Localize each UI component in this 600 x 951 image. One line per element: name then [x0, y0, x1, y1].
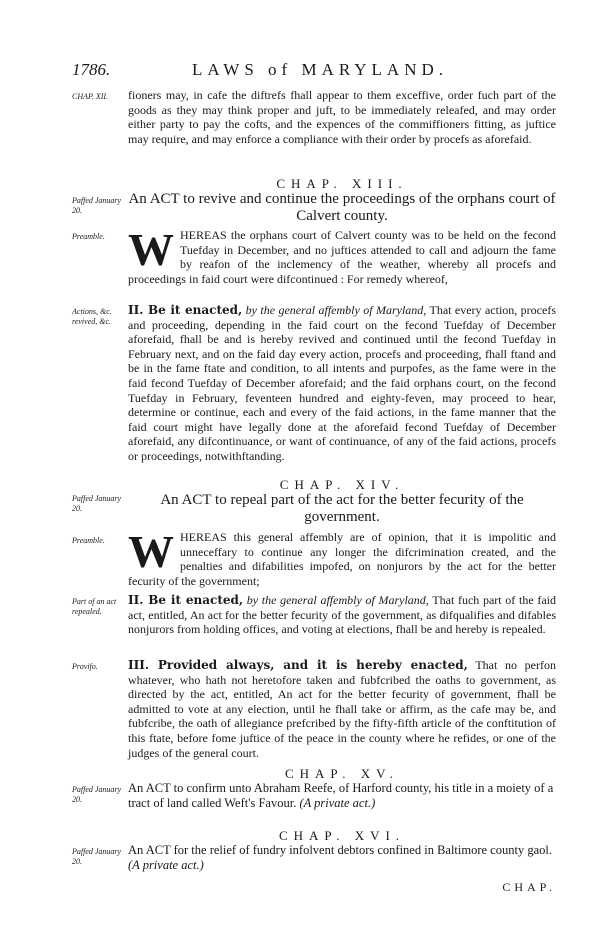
- margin-note-part-repealed: Part of an act repealed.: [72, 597, 117, 616]
- chap16-heading: CHAP. XVI.: [278, 828, 406, 843]
- margin-note-actions-revived: Actions, &c. revived, &c.: [72, 307, 112, 326]
- chap12-continuation: fioners may, in cafe the diftrefs fhall appear to them exceffive, order fuch part of the goods as they may think proper and juft, to be immediately releafed, and may order either party to pay the cofts, and the expences of the commiffioners fitting, as juftice may require, and may enforce a compliance with their order by procefs as aforefaid.: [128, 88, 556, 146]
- margin-note-passed-chap13: Paffed January 20.: [72, 196, 122, 215]
- chap13-dropcap: W: [128, 224, 174, 275]
- chap15-act-title-text: An ACT to confirm unto Abraham Reefe, of Harford county, his title in a moiety of a tract of land called Weft's Favour.: [128, 781, 554, 810]
- chap14-sec2-text: That fuch part of the faid act, entitled, An act for the better fecurity of the government, as difqualifies and difables nonjurors from holding offices, and voting at elections, fhall be and hereby is repealed.: [128, 593, 556, 637]
- margin-note-passed-chap14: Paffed January 20.: [72, 494, 122, 513]
- chap14-act-title: An ACT to repeal part of the act for the better fecurity of the government.: [160, 492, 524, 525]
- chap13-sec2-text: That every action, procefs and proceeding, depending in the faid court on the fecond Tuefday of December aforefaid, fhall be and is hereby revived and continued until the fecond Tuefday in February next, and on the faid day every action, procefs and proceeding, fhall ftand and be in the fame ftate and condition, to all intents and purpofes, as the fame were in the faid fecond Tuefday of December aforefaid; and the faid orphans court, on the fecond Tuefday in February, feventeen hundred and eighty-feven, may proceed to hear, determine or continue, each and every of the faid actions, in the fame manner that the faid court might have legally done at the aforefaid fecond Tuefday of December aforefaid, any difcontinuance, or want of continuance, of any of the faid actions, procefs or proceedings, notwithftanding.: [128, 303, 556, 463]
- margin-note-passed-chap15: Paffed January 20.: [72, 785, 122, 804]
- margin-note-preamble-chap13: Preamble.: [72, 232, 105, 241]
- margin-note-preamble-chap14: Preamble.: [72, 536, 105, 545]
- chap15-private-note: (A private act.): [299, 796, 376, 810]
- chap14-dropcap: W: [128, 526, 174, 577]
- page-title: LAWS of MARYLAND.: [192, 60, 448, 79]
- chap14-preamble: [128, 526, 556, 588]
- chap13-sec2-by: by the general affembly of Maryland,: [245, 303, 427, 317]
- chap16-act-title: [128, 843, 556, 873]
- chap14-sec3-text: That no perfon whatever, who hath not heretofore taken and fubfcribed the oaths to government, as directed by the act, entitled, An act for the better fecurity of government, fhall be admitted to vote at any election, until he fhall take or affirm, as the cafe may be, and fubfcribe, the oath of allegiance prefcribed by the fifty-fifth article of the conftitution of this ftate, before fome juftice of the peace in the county where he refides, or one of the judges of the general court.: [128, 658, 556, 760]
- chap13-preamble-text: HEREAS the orphans court of Calvert county was to be held on the fecond Tuefday in December, and no juftices attended to call and adjourn the fame by reafon of the inclemency of the weather, whereby all procefs and proceedings in faid court were difcontinued : For remedy whereof,: [128, 228, 556, 286]
- running-header: [72, 60, 552, 84]
- chap14-sec2-lead: II. Be it enacted,: [128, 593, 244, 607]
- chap14-preamble-text: HEREAS this general affembly are of opinion, that it is impolitic and unneceffary to continue any longer the difcrimination created, and the penalties and difabilities impofed, on nonjurors by the act for the better fecurity of the government;: [128, 530, 556, 588]
- catchword: CHAP.: [502, 880, 556, 894]
- chap15-act-title: [128, 781, 556, 811]
- chap14-heading: CHAP. XIV.: [279, 477, 405, 492]
- chap14-section-3: [128, 658, 556, 760]
- chap15-heading: CHAP. XV.: [284, 766, 400, 781]
- margin-note-chap12: CHAP. XII.: [72, 92, 109, 101]
- margin-note-proviso: Provifo.: [72, 662, 98, 671]
- chap13-sec2-lead: II. Be it enacted,: [128, 303, 243, 317]
- chap14-section-2: [128, 593, 556, 637]
- chap13-heading: CHAP. XIII.: [276, 176, 408, 191]
- chap16-act-title-text: An ACT for the relief of fundry infolvent debtors confined in Baltimore county gaol.: [128, 843, 552, 857]
- chap13-preamble: [128, 224, 556, 286]
- chap13-section-2: [128, 303, 556, 464]
- chap14-sec2-by: by the general affembly of Maryland,: [246, 593, 429, 607]
- chap13-act-title: An ACT to revive and continue the proceedings of the orphans court of Calvert county.: [128, 191, 556, 224]
- margin-note-passed-chap16: Paffed January 20.: [72, 847, 122, 866]
- chap14-sec3-lead: III. Provided always, and it is hereby enacted,: [128, 658, 468, 672]
- chap16-private-note: (A private act.): [128, 858, 204, 872]
- page-year: 1786.: [72, 60, 111, 79]
